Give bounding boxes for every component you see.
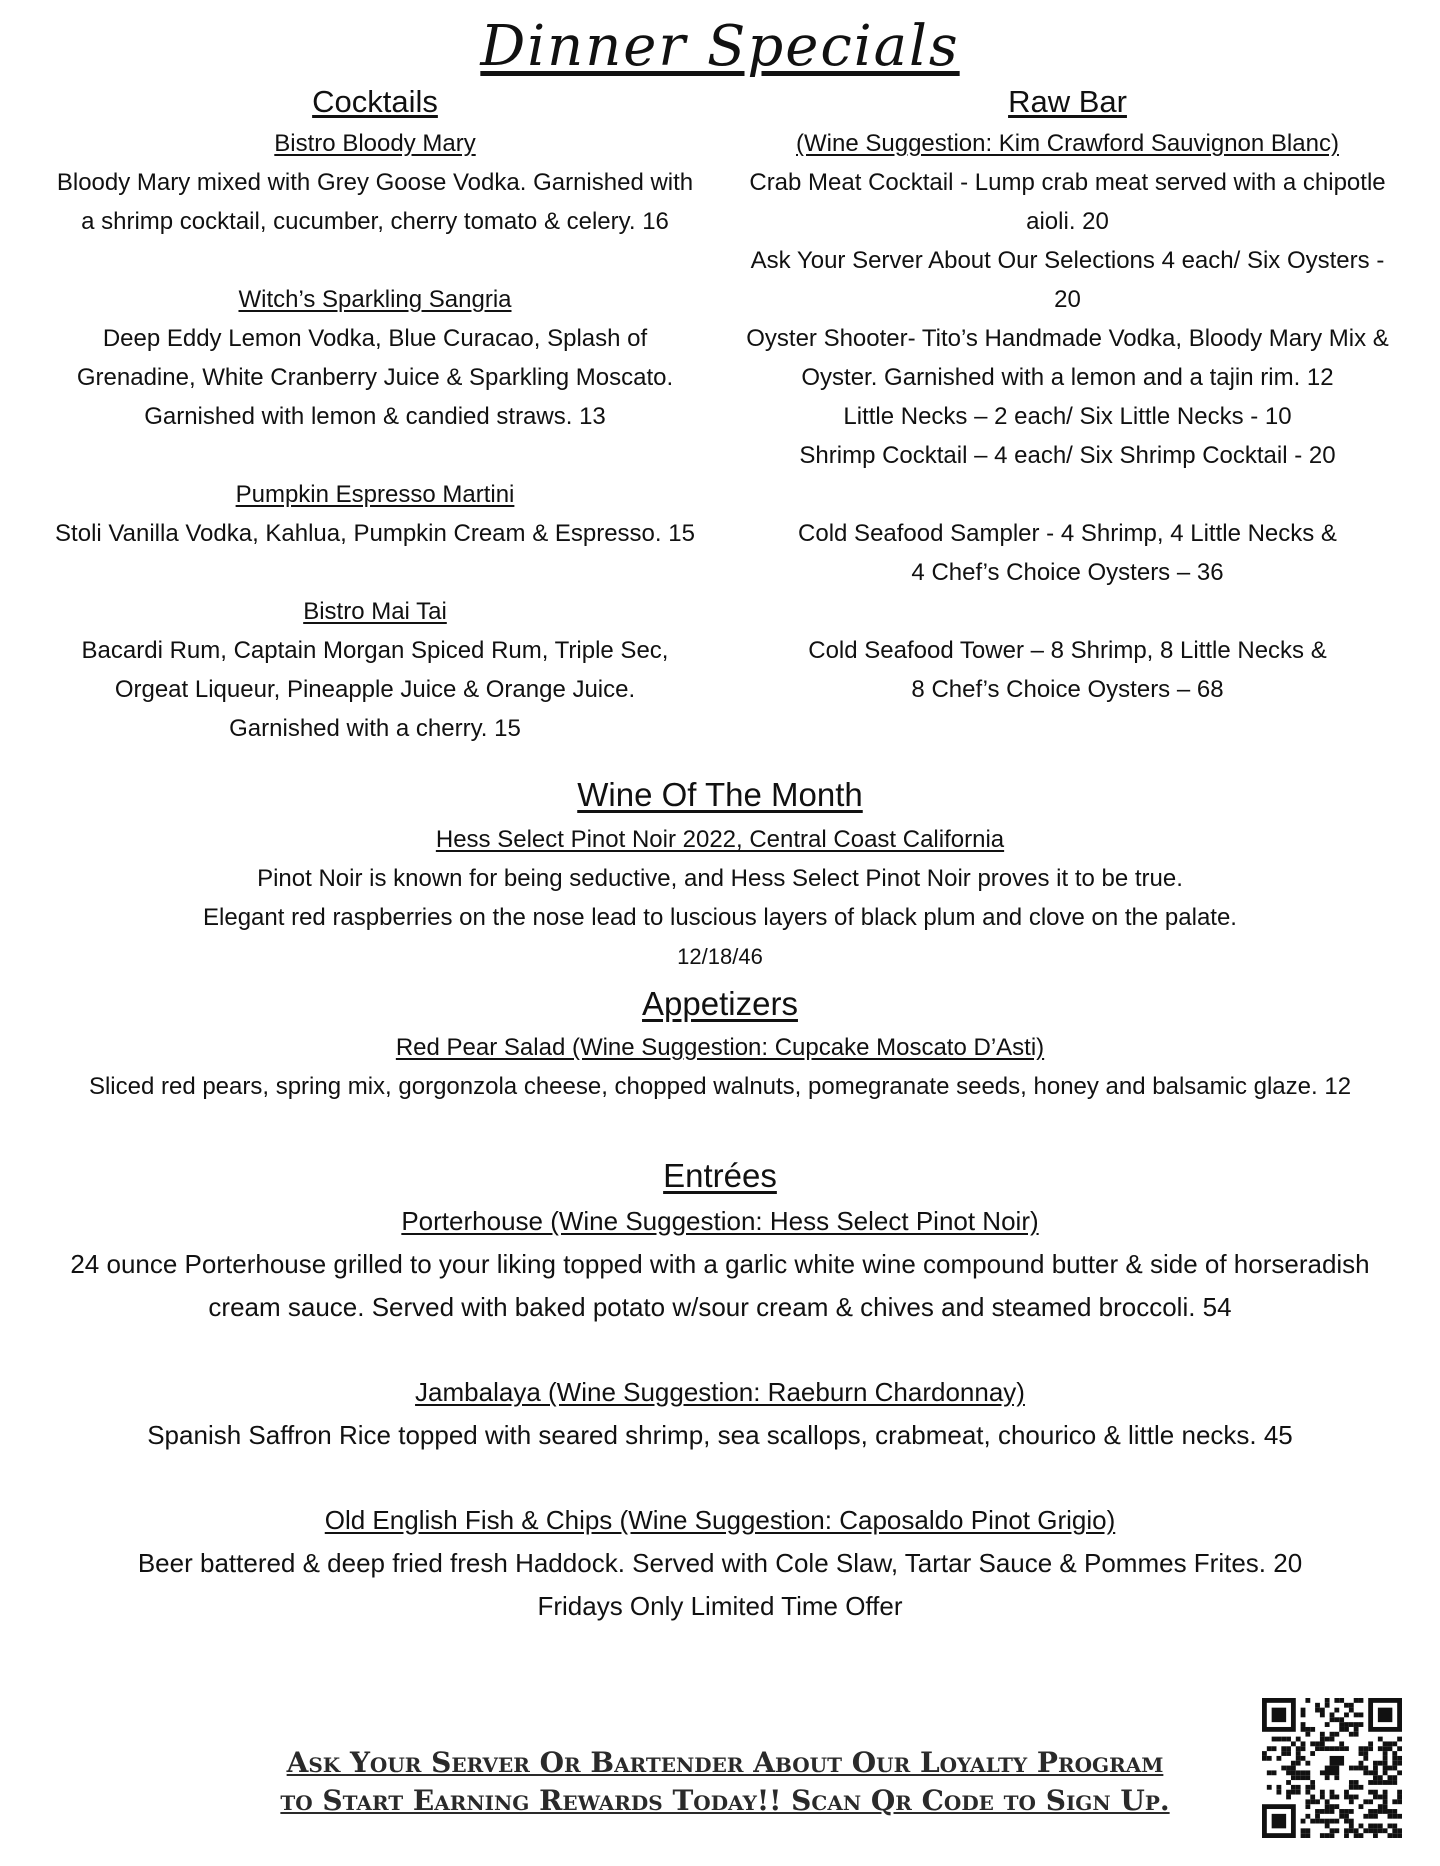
raw-bar-line: Shrimp Cocktail – 4 each/ Six Shrimp Cocktail - 20 — [799, 442, 1336, 469]
cocktail-description-line: Bacardi Rum, Captain Morgan Spiced Rum, Triple Sec, — [81, 637, 669, 664]
cocktail-description-line: Stoli Vanilla Vodka, Kahlua, Pumpkin Cream & Espresso. 15 — [55, 520, 695, 547]
entree-description-line: cream sauce. Served with baked potato w/sour cream & chives and steamed broccoli. 54 — [208, 1292, 1232, 1322]
wine-of-month-heading: Wine Of The Month — [577, 776, 863, 813]
cocktail-description-line: Garnished with a cherry. 15 — [229, 715, 521, 742]
raw-bar-wine-suggestion: (Wine Suggestion: Kim Crawford Sauvignon Blanc) — [796, 130, 1339, 157]
entree-title: Old English Fish & Chips (Wine Suggestion: Caposaldo Pinot Grigio) — [324, 1505, 1116, 1535]
cocktail-description-line: Grenadine, White Cranberry Juice & Sparkling Moscato. — [76, 364, 674, 391]
entree-title: Jambalaya (Wine Suggestion: Raeburn Chardonnay) — [415, 1377, 1025, 1407]
seafood-tower-line: 8 Chef’s Choice Oysters – 68 — [911, 676, 1224, 703]
cocktails-heading: Cocktails — [312, 84, 438, 119]
cocktail-title: Pumpkin Espresso Martini — [235, 481, 515, 508]
cocktail-title: Bistro Bloody Mary — [274, 130, 476, 157]
entree-description-line: Fridays Only Limited Time Offer — [537, 1591, 903, 1621]
raw-bar-line: Oyster. Garnished with a lemon and a tajin rim. 12 — [801, 364, 1334, 391]
wine-of-month-prices: 12/18/46 — [677, 944, 763, 969]
qr-code-icon[interactable] — [1262, 1698, 1402, 1838]
entree-description-line: 24 ounce Porterhouse grilled to your liking topped with a garlic white wine compound butter & side of horseradish — [70, 1249, 1370, 1279]
cocktail-title: Witch’s Sparkling Sangria — [238, 286, 512, 313]
wine-of-month-line: Pinot Noir is known for being seductive, and Hess Select Pinot Noir proves it to be true. — [257, 865, 1183, 892]
cocktail-description-line: Orgeat Liqueur, Pineapple Juice & Orange Juice. — [114, 676, 636, 703]
raw-bar-heading: Raw Bar — [1008, 84, 1127, 119]
cocktail-title: Bistro Mai Tai — [303, 598, 447, 625]
cocktail-description-line: Garnished with lemon & candied straws. 13 — [144, 403, 606, 430]
seafood-tower-line: Cold Seafood Tower – 8 Shrimp, 8 Little Necks & — [808, 637, 1327, 664]
entrees-heading: Entrées — [663, 1157, 777, 1194]
entree-title: Porterhouse (Wine Suggestion: Hess Select Pinot Noir) — [401, 1206, 1039, 1236]
page-title: Dinner Specials — [480, 14, 960, 79]
loyalty-program-footer — [180, 1744, 1270, 1820]
cocktail-description-line: a shrimp cocktail, cucumber, cherry tomato & celery. 16 — [81, 208, 669, 235]
cocktail-description-line: Deep Eddy Lemon Vodka, Blue Curacao, Splash of — [102, 325, 648, 352]
footer-line: Ask Your Server Or Bartender About Our Loyalty Program — [286, 1746, 1164, 1779]
entree-description-line: Spanish Saffron Rice topped with seared shrimp, sea scallops, crabmeat, chourico & little necks. 45 — [147, 1420, 1293, 1450]
raw-bar-line: Ask Your Server About Our Selections 4 each/ Six Oysters - — [750, 247, 1385, 274]
seafood-sampler-line: 4 Chef’s Choice Oysters – 36 — [911, 559, 1224, 586]
wine-of-month-section — [0, 770, 1440, 976]
cocktail-description-line: Bloody Mary mixed with Grey Goose Vodka. Garnished with — [56, 169, 694, 196]
appetizers-heading: Appetizers — [642, 985, 798, 1022]
raw-bar-line: Little Necks – 2 each/ Six Little Necks - 10 — [843, 403, 1292, 430]
appetizer-description: Sliced red pears, spring mix, gorgonzola cheese, chopped walnuts, pomegranate seeds, honey and balsamic glaze. 12 — [88, 1073, 1352, 1100]
cocktails-section — [20, 80, 730, 748]
raw-bar-line: Oyster Shooter- Tito’s Handmade Vodka, Bloody Mary Mix & — [746, 325, 1389, 352]
raw-bar-line: Crab Meat Cocktail - Lump crab meat served with a chipotle — [749, 169, 1386, 196]
footer-line: to Start Earning Rewards Today!! Scan Qr Code to Sign Up. — [280, 1784, 1170, 1817]
appetizer-title: Red Pear Salad (Wine Suggestion: Cupcake Moscato D’Asti) — [395, 1034, 1045, 1061]
wine-of-month-line: Elegant red raspberries on the nose lead to luscious layers of black plum and clove on the palate. — [203, 904, 1237, 931]
entrees-section — [0, 1152, 1440, 1628]
entree-description-line: Beer battered & deep fried fresh Haddock. Served with Cole Slaw, Tartar Sauce & Pommes Frites. 20 — [137, 1548, 1303, 1578]
raw-bar-line: aioli. 20 — [1026, 208, 1109, 235]
raw-bar-section — [715, 80, 1420, 709]
seafood-sampler-line: Cold Seafood Sampler - 4 Shrimp, 4 Little Necks & — [798, 520, 1337, 547]
appetizers-section — [0, 980, 1440, 1106]
wine-of-month-name: Hess Select Pinot Noir 2022, Central Coast California — [435, 826, 1005, 853]
raw-bar-line: 20 — [1054, 286, 1081, 313]
